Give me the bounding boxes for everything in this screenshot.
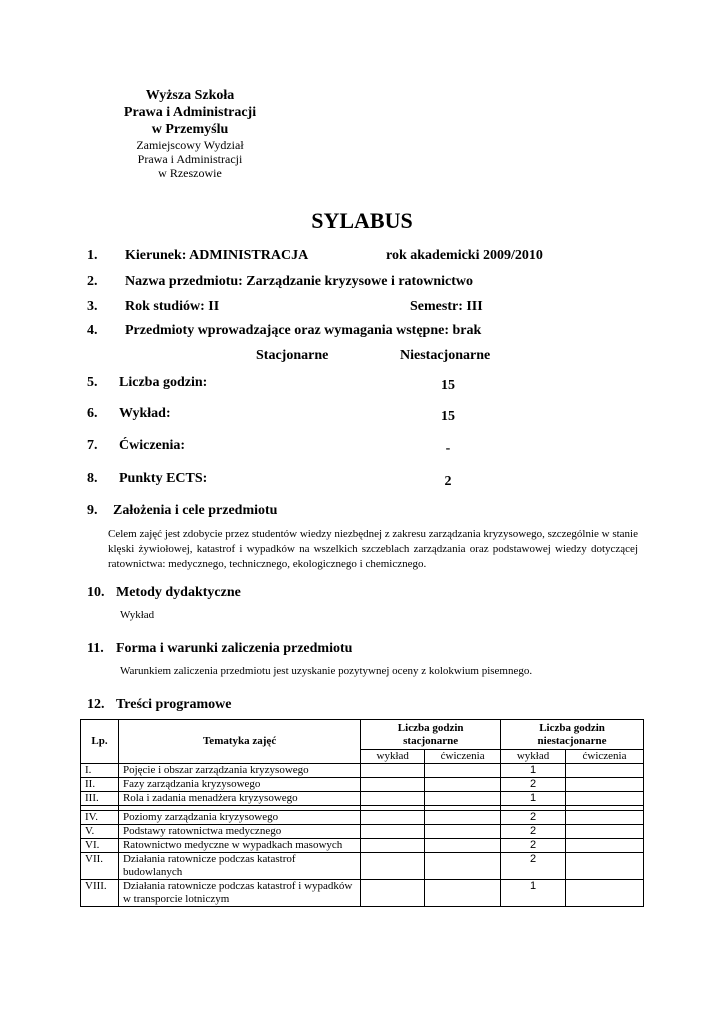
- column-stacjonarne: Stacjonarne: [256, 348, 329, 363]
- row-stac-cwiczenia: [425, 811, 501, 825]
- header-topic: Tematyka zajęć: [118, 720, 360, 764]
- section-title: Metody dydaktyczne: [116, 585, 241, 600]
- row-niestac-wyklad: 2: [501, 811, 566, 825]
- row-niestac-wyklad: 1: [501, 764, 566, 778]
- item-number: 7.: [87, 438, 98, 453]
- row-stac-wyklad: [361, 792, 425, 806]
- table-row: [81, 811, 644, 825]
- item-prerequisites: Przedmioty wprowadzające oraz wymagania wstępne: brak: [125, 323, 482, 338]
- row-niestac-cwiczenia: [566, 792, 644, 806]
- header-line: Prawa i Administracji: [137, 152, 243, 166]
- row-lp: II.: [81, 778, 119, 792]
- row-lp: V.: [81, 825, 119, 839]
- table-row: [81, 853, 644, 880]
- row-stac-cwiczenia: [425, 853, 501, 880]
- row-stac-wyklad: [361, 764, 425, 778]
- item-kierunek: Kierunek: ADMINISTRACJA: [125, 248, 309, 263]
- column-niestacjonarne: Niestacjonarne: [400, 348, 491, 363]
- table-row: [81, 825, 644, 839]
- row-niestac-wyklad: 2: [501, 825, 566, 839]
- section-number: 10.: [87, 585, 105, 600]
- row-niestac-wyklad: 2: [501, 778, 566, 792]
- section-text: Celem zajęć jest zdobycie przez studentów wiedzy niezbędnej z zakresu zarządzania kryzysowego, szczególnie w stanie klęski żywiołowej, katastrof i wypadków na wszelkich szczeblach zarządzania oraz podstawowej wiedzy dotyczącej ratownictwa: medycznego, technicznego, ekologicznego i chemicznego.: [108, 528, 638, 570]
- header-line: w Rzeszowie: [158, 166, 222, 180]
- section-number: 9.: [87, 503, 98, 518]
- row-topic: Podstawy ratownictwa medycznego: [118, 825, 360, 839]
- hours-label: Ćwiczenia:: [119, 438, 186, 453]
- section-title: Założenia i cele przedmiotu: [113, 503, 278, 518]
- row-lp: I.: [81, 764, 119, 778]
- row-stac-cwiczenia: [425, 792, 501, 806]
- row-lp: VII.: [81, 853, 119, 880]
- row-topic: Działania ratownicze podczas katastrof budowlanych: [118, 853, 360, 880]
- row-niestac-wyklad: 2: [501, 853, 566, 880]
- row-stac-wyklad: [361, 811, 425, 825]
- program-table: [80, 719, 644, 907]
- hours-value: 2: [444, 474, 452, 489]
- header-line: Wyższa Szkoła: [145, 88, 235, 103]
- header-line: Prawa i Administracji: [123, 105, 257, 120]
- section-number: 11.: [87, 641, 104, 656]
- section-title: Forma i warunki zaliczenia przedmiotu: [116, 641, 353, 656]
- hours-value: -: [445, 441, 451, 456]
- row-niestac-wyklad: 1: [501, 880, 566, 907]
- row-niestac-cwiczenia: [566, 811, 644, 825]
- row-niestac-wyklad: 1: [501, 792, 566, 806]
- header-stacjonarne: Liczba godzin stacjonarne: [361, 720, 501, 750]
- header-line: w Przemyślu: [151, 122, 229, 137]
- row-stac-cwiczenia: [425, 764, 501, 778]
- row-stac-wyklad: [361, 825, 425, 839]
- row-niestac-cwiczenia: [566, 778, 644, 792]
- table-row: [81, 778, 644, 792]
- hours-value: 15: [441, 378, 455, 393]
- row-niestac-wyklad: 2: [501, 839, 566, 853]
- row-topic: Ratownictwo medyczne w wypadkach masowych: [118, 839, 360, 853]
- item-number: 5.: [87, 375, 98, 390]
- page-title: SYLABUS: [311, 208, 413, 233]
- header-niestacjonarne: Liczba godzin niestacjonarne: [501, 720, 644, 750]
- header-cwiczenia: ćwiczenia: [425, 750, 501, 764]
- row-stac-cwiczenia: [425, 825, 501, 839]
- institution-header: [100, 87, 280, 180]
- row-topic: Fazy zarządzania kryzysowego: [118, 778, 360, 792]
- item-study-year: Rok studiów: II: [125, 299, 220, 314]
- row-stac-wyklad: [361, 880, 425, 907]
- section-text: Wykład: [120, 609, 155, 621]
- row-lp: VIII.: [81, 880, 119, 907]
- row-topic: Działania ratownicze podczas katastrof i wypadków w transporcie lotniczym: [118, 880, 360, 907]
- row-topic: Poziomy zarządzania kryzysowego: [118, 811, 360, 825]
- row-stac-cwiczenia: [425, 839, 501, 853]
- item-number: 2.: [87, 274, 98, 289]
- row-niestac-cwiczenia: [566, 839, 644, 853]
- row-lp: IV.: [81, 811, 119, 825]
- row-topic: Rola i zadania menadżera kryzysowego: [118, 792, 360, 806]
- header-cwiczenia: ćwiczenia: [566, 750, 644, 764]
- header-lp: Lp.: [81, 720, 119, 764]
- item-number: 4.: [87, 323, 98, 338]
- item-academic-year: rok akademicki 2009/2010: [386, 248, 543, 263]
- item-semester: Semestr: III: [410, 299, 483, 314]
- row-lp: III.: [81, 792, 119, 806]
- item-number: 8.: [87, 471, 98, 486]
- table-row: [81, 839, 644, 853]
- header-wyklad: wykład: [361, 750, 425, 764]
- row-stac-cwiczenia: [425, 880, 501, 907]
- table-row: [81, 764, 644, 778]
- section-text: Warunkiem zaliczenia przedmiotu jest uzyskanie pozytywnej oceny z kolokwium pisemnego.: [120, 665, 533, 677]
- row-niestac-cwiczenia: [566, 764, 644, 778]
- header-wyklad: wykład: [501, 750, 566, 764]
- row-stac-wyklad: [361, 778, 425, 792]
- hours-value: 15: [441, 409, 455, 424]
- item-number: 3.: [87, 299, 98, 314]
- row-niestac-cwiczenia: [566, 825, 644, 839]
- hours-label: Wykład:: [119, 406, 171, 421]
- hours-label: Punkty ECTS:: [119, 471, 208, 486]
- row-niestac-cwiczenia: [566, 853, 644, 880]
- table-row: [81, 792, 644, 806]
- section-number: 12.: [87, 697, 105, 712]
- row-stac-wyklad: [361, 839, 425, 853]
- row-lp: VI.: [81, 839, 119, 853]
- row-stac-cwiczenia: [425, 778, 501, 792]
- row-niestac-cwiczenia: [566, 880, 644, 907]
- section-title: Treści programowe: [116, 697, 232, 712]
- row-stac-wyklad: [361, 853, 425, 880]
- item-number: 6.: [87, 406, 98, 421]
- hours-label: Liczba godzin:: [119, 375, 208, 390]
- table-row: [81, 880, 644, 907]
- item-number: 1.: [87, 248, 98, 263]
- header-line: Zamiejscowy Wydział: [136, 138, 244, 152]
- item-subject-name: Nazwa przedmiotu: Zarządzanie kryzysowe i ratownictwo: [125, 274, 473, 289]
- row-topic: Pojęcie i obszar zarządzania kryzysowego: [118, 764, 360, 778]
